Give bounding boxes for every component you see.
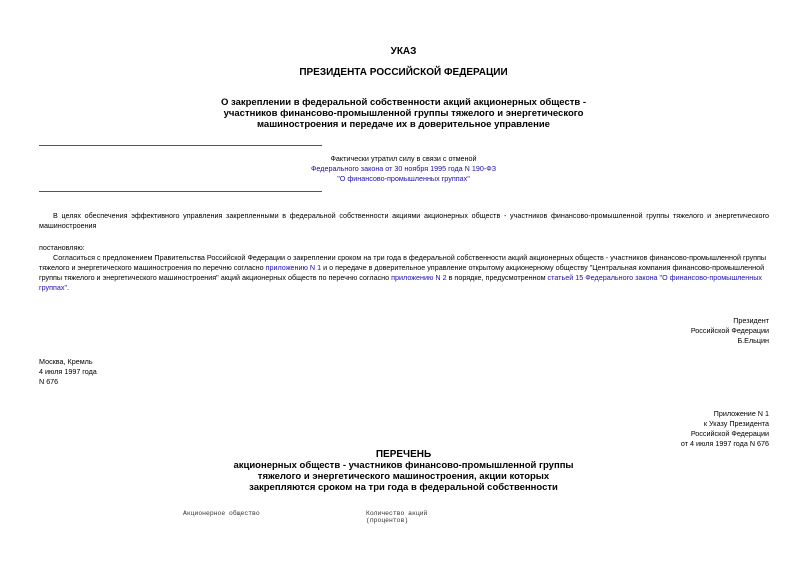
subject-line: участников финансово-промышленной группы тяжелого и энергетического [223,108,584,119]
list-title: ПЕРЕЧЕНЬ [375,449,432,460]
article-15-link[interactable]: статьей 15 Федерального закона "О финансово-промышленных группах" [39,273,762,292]
list-subtitle-line: закрепляются сроком на три года в федеральной собственности [249,482,558,493]
top-divider [39,145,322,146]
decree-word: постановляю: [39,243,85,252]
bottom-divider [39,191,322,192]
signature-country: Российской Федерации [690,326,769,335]
appendix-label: Приложение N 1 [713,409,769,418]
subject-line: машиностроения и передаче их в доверительное управление [257,119,550,130]
document-subject [0,97,807,130]
signature-block [691,316,769,346]
list-subtitle [0,460,807,493]
paragraph-text: Согласиться с предложением Правительства Российской Федерации о закреплении сроком на три года в федеральной собственности акций акционерных обществ - участников финансово-промышленной группы тяжелого и энергетического машиностроения по перечню согласно [39,253,767,272]
column-header-shares-unit: (процентов) [366,517,409,524]
column-header-company: Акционерное общество [183,510,260,517]
list-subtitle-line: акционерных обществ - участников финансово-промышленной группы [233,460,574,471]
subject-line: О закреплении в федеральной собственности акций акционерных обществ - [220,97,587,108]
signature-name: Б.Ельцин [737,336,769,345]
document-type: УКАЗ [390,46,417,57]
appendix-1-link[interactable]: приложению N 1 [265,263,322,272]
appendix-ref: к Указу Президента [703,419,769,428]
place: Москва, Кремль [39,357,93,366]
signature-title: Президент [733,316,769,325]
paragraph-text: и о передаче в доверительное управление открытому акционерному обществу "Центральная компания финансово-промышленной группы тяжелого и энергетического машиностроения" акций акционерных обществ по перечню согласно [39,263,765,282]
decree-number: N 676 [39,377,59,386]
repeal-law-link[interactable]: Федерального закона от 30 ноября 1995 года N 190-ФЗ [310,164,497,173]
appendix-header [681,409,769,449]
repeal-notice-text: Фактически утратил силу в связи с отменой [330,154,477,163]
repeal-law-title-link[interactable]: "О финансово-промышленных группах" [337,174,470,183]
document-issuer: ПРЕЗИДЕНТА РОССИЙСКОЙ ФЕДЕРАЦИИ [299,67,508,78]
column-header-shares [366,510,427,524]
decree-paragraph [39,253,769,293]
paragraph-text: в порядке, предусмотренном [446,273,548,282]
place-date-block [39,357,97,387]
list-subtitle-line: тяжелого и энергетического машиностроения, акции которых [257,471,550,482]
preamble: В целях обеспечения эффективного управления закрепленными в федеральной собственности акциями акционерных обществ - участников финансово-промышленной группы тяжелого и энергетического машиностроения [39,211,769,230]
date: 4 июля 1997 года [39,367,97,376]
appendix-date: от 4 июля 1997 года N 676 [680,439,769,448]
column-header-shares-label: Количество акций [366,510,428,517]
repeal-notice [0,154,807,184]
appendix-2-link[interactable]: приложению N 2 [391,273,447,282]
paragraph-text: . [67,283,70,292]
appendix-country: Российской Федерации [690,429,769,438]
